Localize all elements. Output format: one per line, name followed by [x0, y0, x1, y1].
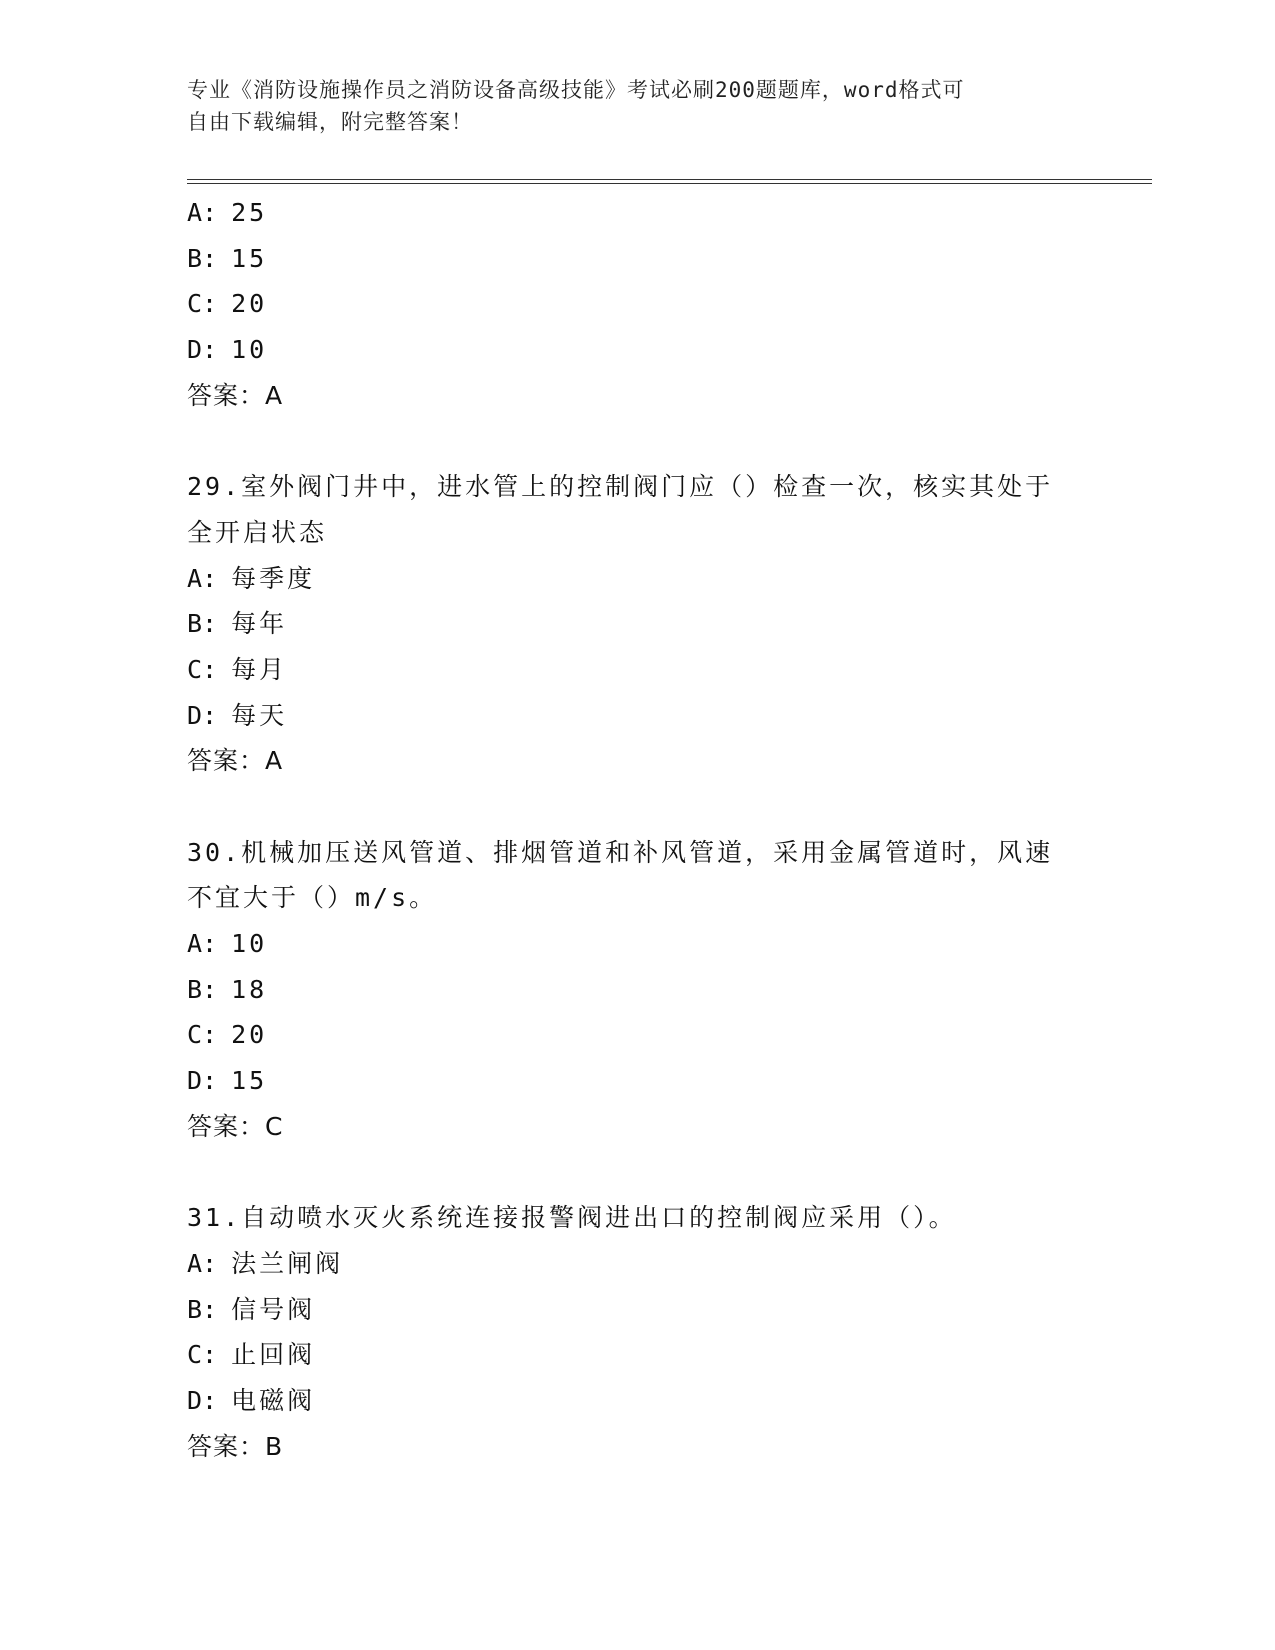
option-a: A: 10	[187, 929, 268, 959]
option-d: D: 每天	[187, 700, 288, 730]
option-c: C: 每月	[187, 654, 288, 684]
header-divider-top	[187, 179, 1152, 180]
answer-line: 答案：A	[187, 746, 284, 776]
option-a: A: 25	[187, 198, 268, 227]
header-title-line-2: 自由下载编辑，附完整答案！	[187, 110, 473, 134]
option-b: B: 15	[187, 243, 268, 273]
spacer	[187, 418, 1087, 464]
question-29	[187, 464, 1087, 784]
option-a: A: 每季度	[187, 563, 316, 593]
option-c: C: 20	[187, 1020, 268, 1050]
question-31	[187, 1195, 1087, 1469]
question-stem-line-1: 31.自动喷水灭火系统连接报警阀进出口的控制阀应采用（）。	[187, 1203, 957, 1233]
spacer	[187, 784, 1087, 830]
option-c: C: 20	[187, 289, 268, 319]
spacer	[187, 1150, 1087, 1196]
question-list	[187, 190, 1087, 1469]
question-30	[187, 830, 1087, 1150]
question-stem-line-2: 全开启状态	[187, 517, 328, 547]
question-stem-line-1: 30.机械加压送风管道、排烟管道和补风管道，采用金属管道时，风速	[187, 837, 1054, 867]
option-b: B: 每年	[187, 609, 288, 639]
option-b: B: 18	[187, 974, 268, 1004]
answer-line: 答案：C	[187, 1111, 284, 1141]
option-a: A: 法兰闸阀	[187, 1248, 344, 1278]
answer-line: 答案：B	[187, 1431, 284, 1461]
option-d: D: 10	[187, 335, 268, 365]
option-b: B: 信号阀	[187, 1294, 316, 1324]
question-stem-line-1: 29.室外阀门井中，进水管上的控制阀门应（）检查一次，核实其处于	[187, 472, 1054, 502]
question-stem-line-2: 不宜大于（）m/s。	[187, 883, 438, 913]
option-d: D: 15	[187, 1066, 268, 1096]
answer-line: 答案：A	[187, 380, 284, 410]
header-divider-bottom	[187, 183, 1152, 184]
question-28-continued	[187, 190, 1087, 418]
header-title-line-1: 专业《消防设施操作员之消防设备高级技能》考试必刷200题题库，word格式可	[187, 78, 965, 102]
page-header	[187, 74, 1067, 138]
option-d: D: 电磁阀	[187, 1385, 316, 1415]
option-c: C: 止回阀	[187, 1340, 316, 1370]
